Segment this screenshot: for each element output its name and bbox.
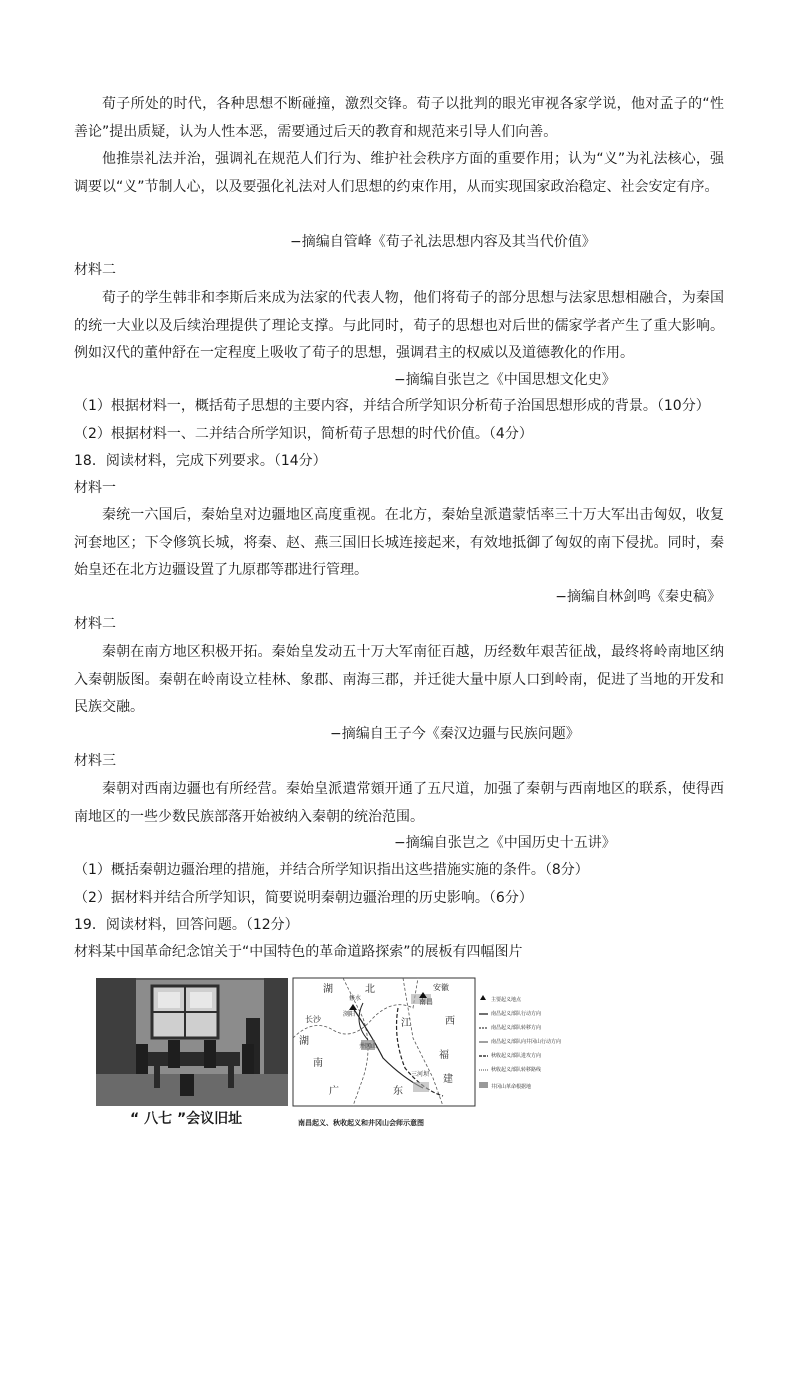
question-19-heading: 19．阅读材料，回答问题。（12分） — [74, 917, 299, 933]
map-legend — [478, 994, 562, 1102]
material-label: 材料二 — [74, 262, 116, 278]
map-label: 建 — [443, 1074, 453, 1085]
paragraph-xunzi-liyi: 他推崇礼法并治，强调礼在规范人们行为、维护社会秩序方面的重要作用；认为“义”为礼法核心，强调要以“义”节制人心，以及要强化礼法对人们思想的约束作用，从而实现国家政治稳定、社会安定有序。 — [74, 151, 724, 195]
material-label: 材料一 — [74, 480, 116, 496]
map-label: 修水 — [349, 995, 362, 1002]
question-17-1: （1）根据材料一，概括荀子思想的主要内容，并结合所学知识分析荀子治国思想形成的背景。（10分） — [74, 398, 710, 414]
map-label: 东 — [393, 1086, 403, 1097]
uprising-route-map — [293, 978, 475, 1106]
map-label: 江 — [401, 1018, 411, 1029]
source-citation-2: −摘编自张岂之《中国思想文化史》 — [394, 372, 616, 388]
map-label: 湖 — [299, 1036, 309, 1047]
flag-icon — [480, 995, 486, 1000]
question-17-2: （2）根据材料一、二并结合所学知识，简析荀子思想的时代价值。（4分） — [74, 426, 533, 442]
legend-label: 井冈山革命根据地 — [491, 1084, 532, 1090]
photo-caption: “ 八七 ”会议旧址 — [130, 1111, 243, 1127]
paragraph-qin-north: 秦统一六国后，秦始皇对边疆地区高度重视。在北方，秦始皇派遣蒙恬率三十万大军出击匈奴，收复河套地区；下令修筑长城，将秦、赵、燕三国旧长城连接起来，有效地抵御了匈奴的南下侵扰。同时，秦始皇还在北方边疆设置了九原郡等郡进行管理。 — [74, 507, 724, 578]
paragraph-xunzi-influence: 荀子的学生韩非和李斯后来成为法家的代表人物，他们将荀子的部分思想与法家思想相融合，为秦国的统一大业以及后续治理提供了理论支撑。与此同时，荀子的思想也对后世的儒家学者产生了重大影响。例如汉代的董仲舒在一定程度上吸收了荀子的思想，强调君主的权威以及道德教化的作用。 — [74, 290, 724, 361]
material-label: 材料三 — [74, 753, 116, 769]
legend-label: 秋收起义部队进攻方向 — [491, 1053, 542, 1059]
material-label: 材料二 — [74, 616, 116, 632]
question-18-1: （1）概括秦朝边疆治理的措施，并结合所学知识指出这些措施实施的条件。（8分） — [74, 862, 589, 878]
map-label: 南 — [313, 1058, 323, 1069]
map-label: 三河坝 — [411, 1071, 430, 1078]
map-label: 湖 — [323, 984, 333, 995]
map-label: 西 — [445, 1016, 455, 1027]
map-label: 安徽 — [433, 983, 449, 992]
map-label: 广 — [329, 1086, 339, 1097]
legend-label: 南昌起义部队行动方向 — [491, 1011, 542, 1017]
map-label: 福 — [439, 1050, 449, 1061]
map-label: 南昌 — [419, 998, 433, 1006]
source-citation-5: −摘编自张岂之《中国历史十五讲》 — [394, 835, 616, 851]
paragraph-qin-southwest: 秦朝对西南边疆也有所经营。秦始皇派遣常頞开通了五尺道，加强了秦朝与西南地区的联系，使得西南地区的一些少数民族部落开始被纳入秦朝的统治范围。 — [74, 781, 724, 825]
map-caption: 南昌起义、秋收起义和井冈山会师示意图 — [298, 1119, 424, 1127]
map-label: 长沙 — [305, 1015, 321, 1024]
paragraph-xunzi-era: 荀子所处的时代，各种思想不断碰撞，激烈交锋。荀子以批判的眼光审视各家学说，他对孟子的“性善论”提出质疑，认为人性本恶，需要通过后天的教育和规范来引导人们向善。 — [74, 96, 724, 140]
legend-label: 主要起义地点 — [491, 997, 522, 1003]
legend-label: 秋收起义部队转移路线 — [491, 1067, 542, 1073]
legend-label: 南昌起义部队向井冈山行动方向 — [491, 1039, 562, 1045]
question-19-intro: 材料某中国革命纪念馆关于“中国特色的革命道路探索”的展板有四幅图片 — [74, 944, 523, 960]
question-18-heading: 18．阅读材料，完成下列要求。（14分） — [74, 453, 327, 469]
paragraph-qin-south: 秦朝在南方地区积极开拓。秦始皇发动五十万大军南征百越，历经数年艰苦征战，最终将岭南地区纳入秦朝版图。秦朝在岭南设立桂林、象郡、南海三郡，并迁徙大量中原人口到岭南，促进了当地的开发和民族交融。 — [74, 644, 724, 715]
source-citation-4: −摘编自王子今《秦汉边疆与民族问题》 — [330, 726, 580, 742]
source-citation-3: −摘编自林剑鸣《秦史稿》 — [555, 589, 721, 605]
map-label: 井冈山 — [359, 1043, 378, 1050]
question-18-2: （2）据材料并结合所学知识，简要说明秦朝边疆治理的历史影响。（6分） — [74, 890, 533, 906]
map-label: 浏阳 — [343, 1011, 356, 1018]
meeting-site-photo — [96, 978, 288, 1106]
legend-label: 南昌起义部队转移方向 — [491, 1025, 542, 1031]
source-citation-1: −摘编自管峰《荀子礼法思想内容及其当代价值》 — [290, 234, 596, 250]
map-label: 北 — [365, 984, 375, 995]
